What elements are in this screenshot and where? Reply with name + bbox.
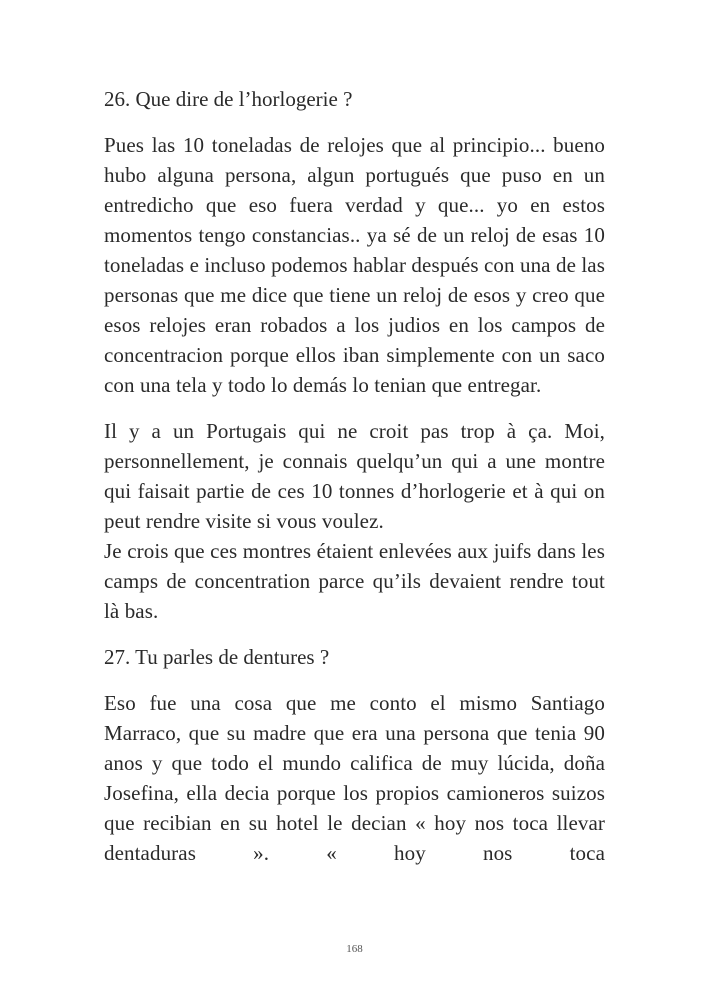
section-26-heading: 26. Que dire de l’horlogerie ? xyxy=(104,87,353,111)
section-26-paragraph-spanish: Pues las 10 toneladas de relojes que al principio... bueno hubo alguna persona, algun portugués que puso en un entredicho que eso fuera verdad y que... yo en estos momentos tengo constancias.. ya sé de un reloj de esas 10 toneladas e incluso podemos hablar después con una de las personas que me dice que tiene un reloj de esos y creo que esos relojes eran robados a los judios en los campos de concentracion porque ellos iban simplemente con un saco con una tela y todo lo demás lo tenian que entregar. xyxy=(104,133,605,397)
section-27-paragraph-spanish: Eso fue una cosa que me conto el mismo Santiago Marraco, que su madre que era una persona que tenia 90 anos y que todo el mundo califica de muy lúcida, doña Josefina, ella decia porque los propios camioneros suizos que recibian en su hotel le decian « hoy nos toca llevar dentaduras ». « hoy nos toca xyxy=(104,691,605,865)
page-number: 168 xyxy=(346,943,363,955)
page-content xyxy=(104,84,605,884)
section-27-heading: 27. Tu parles de dentures ? xyxy=(104,645,330,669)
section-26-paragraph-french-2: Je crois que ces montres étaient enlevées aux juifs dans les camps de concentration parce qu’ils devaient rendre tout là bas. xyxy=(104,539,605,623)
section-26-paragraph-french-1: Il y a un Portugais qui ne croit pas trop à ça. Moi, personnellement, je connais quelqu’un qui a une montre qui faisait partie de ces 10 tonnes d’horlogerie et à qui on peut rendre visite si vous voulez. xyxy=(104,419,605,533)
